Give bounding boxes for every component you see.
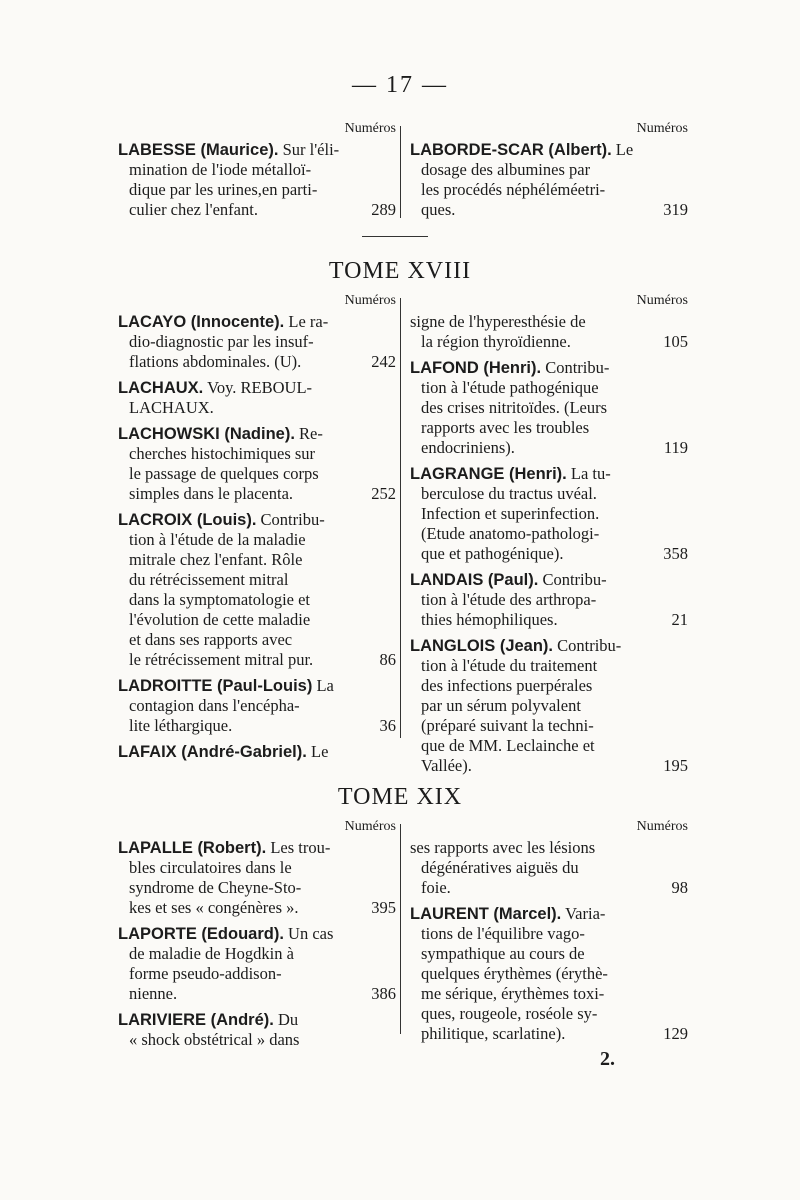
index-entry xyxy=(118,140,396,220)
entry-text-line: tion à l'étude de la maladie xyxy=(129,530,306,549)
entry-text-line: kes et ses « congénères ». xyxy=(129,898,299,917)
entry-text-line: philitique, scarlatine). xyxy=(421,1024,566,1043)
entry-author-name: LAPALLE (Robert). xyxy=(118,839,267,857)
entry-text-line: Vallée). xyxy=(421,756,472,775)
entry-text-line: dio-diagnostic par les insuf- xyxy=(129,332,314,351)
entry-number: 358 xyxy=(663,544,688,563)
entry-text-line: (préparé suivant la techni- xyxy=(421,716,594,735)
entry-text-line: Contribu- xyxy=(557,636,622,655)
entry-text-line: Du xyxy=(277,1010,299,1029)
column-header: Numéros xyxy=(344,819,396,834)
entry-text-line: Contribu- xyxy=(260,510,325,529)
index-entry xyxy=(118,378,396,418)
entry-text-line: Le xyxy=(310,742,329,761)
entry-author-name: LACHAUX. xyxy=(118,379,204,397)
entry-text-line: Les trou- xyxy=(270,838,331,857)
entry-text-line: que de MM. Leclainche et xyxy=(421,736,595,755)
column-header: Numéros xyxy=(344,121,396,136)
entry-author-name: LAPORTE (Edouard). xyxy=(118,925,284,943)
index-entry xyxy=(410,312,688,352)
entry-text-line: Varia- xyxy=(565,904,606,923)
index-entry xyxy=(118,838,396,918)
entry-text-line: (Etude anatomo-pathologi- xyxy=(421,524,600,543)
entry-text-line: du rétrécissement mitral xyxy=(129,570,289,589)
tome-18-title: TOME XVIII xyxy=(328,258,472,284)
entry-number: 289 xyxy=(371,200,396,219)
index-entry xyxy=(410,570,688,630)
index-entry xyxy=(410,636,688,776)
entry-text-line: lite léthargique. xyxy=(129,716,233,735)
entry-text-line: Contribu- xyxy=(542,570,607,589)
entry-text-line: dégénératives aiguës du xyxy=(421,858,579,877)
entry-text-line: Voy. REBOUL- xyxy=(207,378,313,397)
index-entry xyxy=(118,510,396,670)
entry-text-line: quelques érythèmes (érythè- xyxy=(421,964,608,983)
entry-author-name: LARIVIERE (André). xyxy=(118,1011,274,1029)
entry-text-line: simples dans le placenta. xyxy=(129,484,294,503)
entry-author-name: LAFAIX (André-Gabriel). xyxy=(118,743,307,761)
entry-text-line: cherches histochimiques sur xyxy=(129,444,316,463)
entry-text-line: signe de l'hyperesthésie de xyxy=(410,312,586,331)
entry-text-line: ques. xyxy=(421,200,456,219)
entry-number: 119 xyxy=(663,438,688,457)
column-header: Numéros xyxy=(636,121,688,136)
entry-text-line: La xyxy=(316,676,334,695)
entry-author-name: LAFOND (Henri). xyxy=(410,359,542,377)
entry-text-line: ses rapports avec les lésions xyxy=(410,838,596,857)
column-header: Numéros xyxy=(636,819,688,834)
entry-text-line: les procédés néphéléméetri- xyxy=(421,180,606,199)
entry-number: 21 xyxy=(671,610,688,629)
tome18-right-column xyxy=(410,292,688,782)
column-divider xyxy=(400,298,401,738)
index-entry xyxy=(118,676,396,736)
entry-text-line: foie. xyxy=(421,878,451,897)
entry-author-name: LABORDE-SCAR (Albert). xyxy=(410,141,612,159)
entry-text-line: me sérique, érythèmes toxi- xyxy=(421,984,605,1003)
entry-number: 98 xyxy=(671,878,688,897)
entry-number: 129 xyxy=(663,1024,688,1043)
index-entry xyxy=(118,1010,396,1050)
index-entry xyxy=(118,424,396,504)
page-number: — 17 — xyxy=(352,72,448,98)
entry-text-line: sympathique au cours de xyxy=(421,944,585,963)
entry-text-line: des crises nitritoïdes. (Leurs xyxy=(421,398,608,417)
block1-right-column xyxy=(410,120,688,226)
entry-text-line: Contribu- xyxy=(545,358,610,377)
entry-text-line: forme pseudo-addison- xyxy=(129,964,282,983)
entry-text-line: de maladie de Hogdkin à xyxy=(129,944,294,963)
section-rule xyxy=(362,236,428,237)
tome19-left-column xyxy=(118,818,396,1056)
entry-text-line: contagion dans l'encépha- xyxy=(129,696,300,715)
entry-text-line: Sur l'éli- xyxy=(282,140,340,159)
entry-author-name: LACROIX (Louis). xyxy=(118,511,257,529)
entry-author-name: LADROITTE (Paul-Louis) xyxy=(118,677,313,695)
entry-author-name: LACAYO (Innocente). xyxy=(118,313,285,331)
index-entry xyxy=(410,838,688,898)
entry-text-line: tion à l'étude du traitement xyxy=(421,656,598,675)
entry-text-line: ques, rougeole, roséole sy- xyxy=(421,1004,598,1023)
entry-text-line: Un cas xyxy=(288,924,334,943)
entry-text-line: dans la symptomatologie et xyxy=(129,590,311,609)
entry-number: 252 xyxy=(371,484,396,503)
entry-number: 386 xyxy=(371,984,396,1003)
index-entry xyxy=(118,312,396,372)
entry-text-line: Le ra- xyxy=(288,312,329,331)
entry-text-line: le passage de quelques corps xyxy=(129,464,319,483)
entry-text-line: des infections puerpérales xyxy=(421,676,593,695)
block1-left-column xyxy=(118,120,396,226)
entry-number: 395 xyxy=(371,898,396,917)
entry-text-line: et dans ses rapports avec xyxy=(129,630,293,649)
entry-number: 105 xyxy=(663,332,688,351)
entry-text-line: la région thyroïdienne. xyxy=(421,332,571,351)
entry-text-line: que et pathogénique). xyxy=(421,544,564,563)
entry-text-line: l'évolution de cette maladie xyxy=(129,610,311,629)
entry-author-name: LANDAIS (Paul). xyxy=(410,571,539,589)
entry-text-line: « shock obstétrical » dans xyxy=(129,1030,300,1049)
entry-text-line: tion à l'étude des arthropa- xyxy=(421,590,597,609)
entry-text-line: La tu- xyxy=(570,464,611,483)
entry-author-name: LABESSE (Maurice). xyxy=(118,141,279,159)
index-entry xyxy=(410,358,688,458)
entry-number: 86 xyxy=(379,650,396,669)
entry-text-line: endocriniens). xyxy=(421,438,515,457)
column-header: Numéros xyxy=(636,293,688,308)
entry-number: 195 xyxy=(663,756,688,775)
entry-author-name: LAGRANGE (Henri). xyxy=(410,465,567,483)
entry-text-line: mination de l'iode métalloï- xyxy=(129,160,312,179)
entry-text-line: tion à l'étude pathogénique xyxy=(421,378,599,397)
entry-author-name: LANGLOIS (Jean). xyxy=(410,637,554,655)
entry-text-line: mitrale chez l'enfant. Rôle xyxy=(129,550,303,569)
entry-number: 242 xyxy=(371,352,396,371)
entry-text-line: dosage des albumines par xyxy=(421,160,591,179)
entry-text-line: thies hémophiliques. xyxy=(421,610,558,629)
column-divider xyxy=(400,126,401,218)
entry-text-line: par un sérum polyvalent xyxy=(421,696,581,715)
index-entry xyxy=(410,904,688,1044)
entry-author-name: LAURENT (Marcel). xyxy=(410,905,562,923)
entry-number: 319 xyxy=(663,200,688,219)
entry-text-line: nienne. xyxy=(129,984,178,1003)
entry-text-line: LACHAUX. xyxy=(129,398,214,417)
entry-text-line: flations abdominales. (U). xyxy=(129,352,302,371)
tome-19-title: TOME XIX xyxy=(337,784,463,810)
column-divider xyxy=(400,824,401,1034)
index-entry xyxy=(118,742,396,762)
entry-number: 36 xyxy=(379,716,396,735)
index-entry xyxy=(118,924,396,1004)
entry-text-line: tions de l'équilibre vago- xyxy=(421,924,585,943)
entry-text-line: Infection et superinfection. xyxy=(421,504,600,523)
entry-text-line: dique par les urines,en parti- xyxy=(129,180,318,199)
entry-text-line: rapports avec les troubles xyxy=(421,418,590,437)
index-entry xyxy=(410,464,688,564)
index-entry xyxy=(410,140,688,220)
entry-text-line: Le xyxy=(615,140,634,159)
column-header: Numéros xyxy=(344,293,396,308)
entry-text-line: Re- xyxy=(299,424,323,443)
entry-text-line: culier chez l'enfant. xyxy=(129,200,258,219)
entry-author-name: LACHOWSKI (Nadine). xyxy=(118,425,295,443)
entry-text-line: berculose du tractus uvéal. xyxy=(421,484,597,503)
entry-text-line: bles circulatoires dans le xyxy=(129,858,292,877)
tome19-right-column xyxy=(410,818,688,1050)
entry-text-line: syndrome de Cheyne-Sto- xyxy=(129,878,302,897)
signature-mark: 2. xyxy=(600,1048,615,1070)
entry-text-line: le rétrécissement mitral pur. xyxy=(129,650,314,669)
tome18-left-column xyxy=(118,292,396,768)
